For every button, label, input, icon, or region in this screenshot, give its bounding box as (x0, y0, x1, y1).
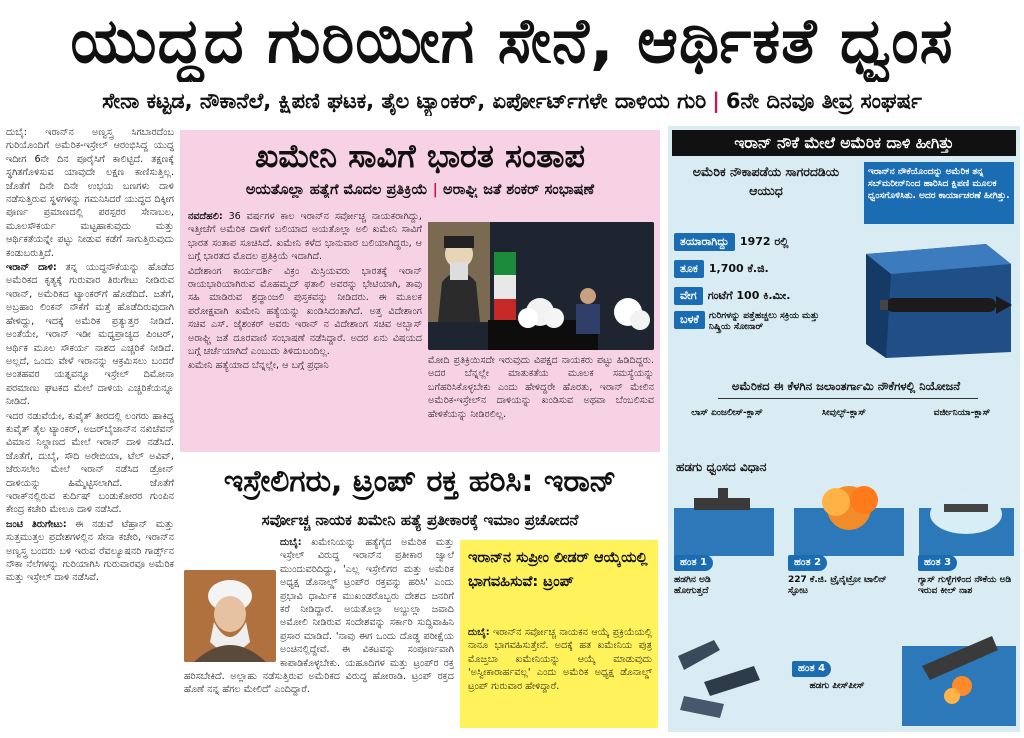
step-text: ಹಡಗು ಪೀಸ್‌ಪೀಸ್ (809, 681, 865, 691)
sub-class-3: ವರ್ಜೀನಿಯಾ-ಕ್ಲಾಸ್ (933, 408, 991, 418)
khamenei-sub-sep: | (432, 182, 438, 198)
spec-value: 1,700 ಕೆ.ಜಿ. (708, 262, 769, 275)
main-headline: ಯುದ್ಧದ ಗುರಿಯೀಗ ಸೇನೆ, ಆರ್ಥಿಕತೆ ಧ್ವಂಸ (70, 4, 954, 77)
khamenei-sub-left: ಅಯತೊಲ್ಲಾ ಹತ್ಯೆಗೆ ಮೊದಲ ಪ್ರತಿಕ್ರಿಯೆ (245, 182, 428, 198)
khamenei-body-3: ಖಮೇನಿ ಹತ್ಯೆಯಾದ ಬೆನ್ನಲ್ಲೇ, ಆ ಬಗ್ಗೆ ಪ್ರಧಾನಿ (188, 360, 329, 372)
method-title: ಹಡಗು ಧ್ವಂಸದ ವಿಧಾನ (676, 460, 767, 474)
explosion-illustration (674, 478, 1014, 556)
sub-class-1: ಲಾಸ್ ಏಂಜಲೀಸ್-ಕ್ಲಾಸ್ (691, 408, 763, 418)
trump-box-body (468, 626, 652, 724)
khamenei-body-2: ವಿದೇಶಾಂಗ ಕಾರ್ಯದರ್ಶಿ ವಿಕ್ರಂ ಮಿಸ್ರಿಯವರು ಭಾರತಕ್ಕೆ ಇರಾನ್ ರಾಯಭಾರಿಯಾಗಿರುವ ಮೊಹಮ್ಮದ್ ಫತಾಲಿ ಅವರನ್ನು ಭೇಟಿಯಾಗಿ, ತಾವು ಸಹಿ ಮಾಡಿರುವ ಶ್ರದ್ಧಾಂಜಲಿ ಪುಸ್ತಕವನ್ನು ನೀಡಿದರು. ಈ ಮೂಲಕ ಪರೋಕ್ಷವಾಗಿ ಖಮೇನಿ ಹತ್ಯೆಯನ್ನು ಖಂಡಿಸಿದಂತಾಗಿದೆ. ಅತ್ತ ವಿದೇಶಾಂಗ ಸಚಿವ ಎಸ್. ಜೈಶಂಕರ್ ಅವರು ಇರಾನ್ ನ ವಿದೇಶಾಂಗ ಸಚಿವ ಅಬ್ಬಾಸ್ ಅರಾಘ್ಚಿ ಜತೆ ದೂರವಾಣಿ ಸಂಭಾಷಣೆ ನಡೆಸಿದ್ದಾರೆ. ಅದರ ಏನು ವಿಷಯದ ಬಗ್ಗೆ ಚರ್ಚೆಯಾಗಿದೆ ಎಂಬುದು ತಿಳಿದುಬಂದಿಲ್ಲ. (188, 265, 422, 358)
attack-note: ಇರಾನ್‌ನ ನೌಕೆಯೊಂದನ್ನು ಅಮೆರಿಕ ತನ್ನ ಸಬ್‌ಮರೀನ್‌ನಿಂದ ಹಾರಿಸಿದ ಕ್ಷಿಪಣಿ ಮೂಲಕ ಧ್ವಂಸಗೊಳಿಸಿತು. ಅದರ ಕಾರ್ಯಾಚರಣೆ ಹೀಗಿತ್ತು. (864, 162, 1014, 224)
specs-list (674, 230, 864, 333)
israel-body: ಖಮೇನಿಯನ್ನು ಹತ್ಯೆಗೈದ ಅಮೆರಿಕ ಮತ್ತು ಇಸ್ರೇಲ್ ವಿರುದ್ಧ ಇರಾನ್‌ನ ಪ್ರತೀಕಾರ ಜ್ವಾಲೆ ಮುಂದುವರಿದಿದ್ದು, 'ಎಲ್ಲ ಇಸ್ರೇಲಿಗರ ಮತ್ತು ಅಮೆರಿಕ ಅಧ್ಯಕ್ಷ ಡೊನಾಲ್ಡ್ ಟ್ರಂಪ್‌ರ ರಕ್ತವನ್ನು ಹರಿಸಿ' ಎಂದು ಪ್ರಭಾವಿ ಧಾರ್ಮಿಕ ಮುಖಂಡರೊಬ್ಬರು ದೇಶದ ಜನರಿಗೆ ಕರೆ ನೀಡಿದ್ದಾರೆ. ಅಯತೊಲ್ಲಾ ಅಬ್ದುಲ್ಲಾ ಜವಾದಿ ಅಮೋಲಿ ನೀಡಿರುವ ಸಂದೇಶವನ್ನು ಸರ್ಕಾರಿ ಸುದ್ದಿವಾಹಿನಿ ಪ್ರಸಾರ ಮಾಡಿದೆ. 'ನಾವು ಈಗ ಒಂದು ದೊಡ್ಡ ಪರೀಕ್ಷೆಯ ಅಂಚಿನಲ್ಲಿದ್ದೇವೆ. ಈ ವಿಕಟವನ್ನು ಸಂಪೂರ್ಣವಾಗಿ ಕಾಪಾಡಿಕೊಳ್ಳಬೇಕು. ಯಹೂದಿಗಳ ಮತ್ತು ಟ್ರಂಪ್‌ರ ರಕ್ತ ಹರಿಸಬೇಕಿದೆ. ಅಲ್ಲಾಹು ನಡೆಸುತ್ತಿರುವ ಅಮೆರಿಕದ ವಿರುದ್ಧ ಹೋರಾಡಿ. ಟ್ರಂಪ್ ರಕ್ತದ ಹೊಣೆ ನನ್ನ ಹೆಗಲ ಮೇಲಿದೆ' ಎಂದಿದ್ದಾರೆ. (184, 537, 454, 696)
deploy-title: ಅಮೆರಿಕದ ಈ ಕೆಳಗಿನ ಜಲಾಂತರ್ಗಾಮಿ ನೌಕೆಗಳಲ್ಲಿ ನಿಯೋಜನೆ (731, 379, 961, 393)
subheadline-separator: | (712, 89, 720, 113)
israel-story-subtitle: ಸರ್ವೋಚ್ಚ ನಾಯಕ ಖಮೇನಿ ಹತ್ಯೆ ಪ್ರತೀಕಾರಕ್ಕೆ ಇಮಾಂ ಪ್ರಚೋದನೆ (261, 511, 579, 529)
step-badge: ಹಂತ 2 (788, 555, 827, 571)
step-text: 227 ಕೆ.ಜಿ. ಟ್ರೈನೈಟ್ರೋ ಟಾಲಿನ್ ಸ್ಫೋಟ (788, 575, 887, 596)
subheadline-left: ಸೇನಾ ಕಟ್ಟಡ, ನೌಕಾನೆಲೆ, ಕ್ಷಿಪಣಿ ಘಟಕ, ತೈಲ ಟ್ಯಾಂಕರ್, ಏರ್ಪೋರ್ಟ್‌ಗಳೇ ದಾಳಿಯ ಗುರಿ (102, 89, 707, 113)
spec-row (674, 257, 864, 278)
sinking-ship-icon (902, 616, 1016, 726)
step-badge: ಹಂತ 3 (918, 555, 957, 571)
khamenei-dateline: ನವದೆಹಲಿ: (188, 211, 223, 222)
sub-class-2: ಸೀವುಲ್ಫ್-ಕ್ಲಾಸ್ (822, 408, 866, 418)
spec-label: ತೂಕ (674, 260, 704, 278)
khamenei-story-box (180, 130, 660, 452)
left-para-2: ತನ್ನ ಯುದ್ಧನೌಕೆಯನ್ನು ಹೊಡೆದ ಅಮೆರಿಕದ ಕೃತ್ಯಕ್ಕೆ ಗುರುವಾರ ತಿರುಗೇಟು ನೀಡಿರುವ ಇರಾನ್, ಅಮೆರಿಕದ ಟ್ಯಾಂಕರ್‌ಗೆ ಹೊಡೆದಿದೆ. ಜತೆಗೆ, ಅಬ್ರಹಾಂ ಲಿಂಕನ್ ನೌಕೆಗೆ ಮತ್ತೆ ಹೊಡೆದಿರುವುದಾಗಿ ಹೇಳಿದ್ದು, ಇದಕ್ಕೆ ಅಮೆರಿಕ ಪ್ರತ್ಯುತ್ತರ ನೀಡಿದೆ. ಅಂತೆಯೇ, ಇರಾನ್ ಇಡೀ ಮಧ್ಯಪ್ರಾಚ್ಯದ ಪಿಂಟರ್, ಆರ್ಥಿಕ ಮೂಲ ಸೌಕರ್ಯ ನಾಶದ ಎಚ್ಚರಿಕೆ ನೀಡಿದೆ. ಅಲ್ಲದೆ, ಒಂದು ವೇಳೆ ಇರಾನನ್ನು ಆಕ್ರಮಿಸಲು ಬಂದರೆ ಅಂತಹವರ ಯತ್ನವನ್ನೂ ಇಸ್ರೇಲ್ ದಿಮೋನಾ ಪರಮಾಣು ಘಟಕದ ಮೇಲೆ ದಾಳಿಯ ಎಚ್ಚರಿಕೆಯನ್ನೂ ನೀಡಿದೆ. (6, 262, 174, 408)
khamenei-caption: ಮೋದಿ ಪ್ರತಿಕ್ರಿಯಿಸದೇ ಇರುವುದು ವಿಪಕ್ಷದ ನಾಯಕರು ಪಟ್ಟು ಹಿಡಿದಿದ್ದರು. ಅದರ ಬೆನ್ನಲ್ಲೇ ಮಾತುಕತೆಯ ಮೂಲಕ ಸಮಸ್ಯೆಯನ್ನು ಬಗೆಹರಿಸಿಕೊಳ್ಳಬೇಕು ಎಂದು ಹೇಳಿದ್ದರೇ ಹೊರತು, ಇರಾನ್ ಮೇಲಿನ ಅಮೆರಿಕ-ಇಸ್ರೇಲ್‌ನ ದಾಳಿಯನ್ನು ಖಂಡಿಸುವ ಅಥವಾ ಬೆಂಬಲಿಸುವ ಹೇಳಿಕೆಯನ್ನು ನೀಡಿರಲಿಲ್ಲ. (428, 355, 654, 420)
condolence-photo-illustration (428, 222, 654, 350)
trump-dateline: ದುಬೈ: (468, 627, 490, 638)
step-4 (792, 656, 882, 692)
khamenei-title: ಖಮೇನಿ ಸಾವಿಗೆ ಭಾರತ ಸಂತಾಪ (255, 137, 585, 175)
trump-body: ಇರಾನ್‌ನ ಸರ್ವೋಚ್ಚ ನಾಯಕನ ಆಯ್ಕೆ ಪ್ರಕ್ರಿಯೆಯಲ್ಲಿ ನಾನೂ ಭಾಗವಹಿಸುತ್ತೇನೆ. ಅದಕ್ಕೆ ಹತ ಖಮೇನಿಯ ಪುತ್ರ ಮೊಜ್ತಬಾ ಖಮೇನಿಯನ್ನು ಆಯ್ಕೆ ಮಾಡುವುದು 'ಅಸ್ವೀಕಾರಾರ್ಹವಲ್ಲ' ಎಂದು ಅಮೆರಿಕ ಅಧ್ಯಕ್ಷ ಡೊನಾಲ್ಡ್ ಟ್ರಂಪ್ ಗುರುವಾರ ಹೇಳಿದ್ದಾರೆ. (468, 627, 652, 692)
step-3 (918, 550, 1018, 597)
trump-box (460, 540, 658, 728)
left-para-3: ಇದರ ನಡುವೆಯೇ, ಕುವೈತ್ ತೀರದಲ್ಲಿ ಲಂಗರು ಹಾಕಿದ್ದ ಕುವೈತ್ ತೈಲ ಟ್ಯಾಂಕರ್, ಅಜರ್‌ಬೈಜಾನ್‌ನ ನಖಿಚೆವನ್ ವಿಮಾನ ನಿಲ್ದಾಣದ ಮೇಲೆ ಇರಾನ್ ದಾಳಿ ನಡೆಸಿದೆ. ಜೊತೆಗೆ, ದುಬೈ, ಸೌದಿ ಅರೇಬಿಯಾ, ಟೆಲ್ ಅವಿವ್, ಜೆರುಸಲೇಂ ಮೇಲೆ ಇರಾನ್ ನಡೆಸಿದ ಡ್ರೋನ್ ದಾಳಿಯನ್ನು ಹಿಮ್ಮೆಟ್ಟಿಸಲಾಗಿದೆ. ಜೊತೆಗೆ ಇರಾಕ್‌ನಲ್ಲಿರುವ ಕುರ್ದಿಷ್ ಬಂಡುಕೋರರ ಗುಂಪಿನ ಕೇಂದ್ರ ಕಚೇರಿ ಮೇಲೂ ದಾಳಿ ನಡೆಸಿದೆ. (6, 410, 174, 516)
step-text: ಗ್ಯಾಸ್ ಗುಳ್ಳೆಗಳಿಂದ ನೌಕೆಯ ಅಡಿ ಇರುವ ಕೀಲ್ ನಾಶ (918, 575, 1012, 596)
step-1 (674, 550, 754, 597)
left-para-1: ದುಬೈ: ಇರಾನ್‌ನ ಅಣ್ವಸ್ತ್ರ ಸಿಗಬಾರದೆಂಬ ಗುರಿಯೊಂದಿಗೆ ಅಮೆರಿಕ-ಇಸ್ರೇಲ್ ಆರಂಭಿಸಿದ್ದ ಯುದ್ಧ ಇದೀಗ 6ನೇ ದಿನ ಪೂರೈಸಿಗೆ ಕಾಲಿಟ್ಟಿದೆ. ತಕ್ಷಣಕ್ಕೆ ಸ್ಥಗಿತಗೊಳಿಸುವ ಯಾವುದೇ ಲಕ್ಷಣ ಕಾಣಿಸುತ್ತಿಲ್ಲ. ಜೊತೆಗೆ ದಿನೇ ದಿನೇ ಉಭಯ ಬಣಗಳು ದಾಳಿ ನಡೆಸುತ್ತಿರುವ ಸ್ಥಳಗಳನ್ನು ಗಮನಿಸಿದರೆ ಯುದ್ಧದ ದಿಕ್ಕೀಗ ಪೂರ್ಣ ಪ್ರಮಾಣದಲ್ಲಿ ಪರಸ್ಪರರ ಸೇನಾಬಲ, ಮೂಲಸೌಕರ್ಯ ಮಟ್ಟಹಾಕುವುದು ಮತ್ತು ಆರ್ಥಿಕತೆಯನ್ನೇ ಪಟ್ಟು ನೀಡುವ ಕಡೆಗೆ ಸಾಗುತ್ತಿರುವುದು ಕಂಡುಬರುತ್ತಿದೆ. (6, 127, 174, 259)
wreck-icon (674, 626, 774, 726)
step-badge: ಹಂತ 4 (792, 661, 831, 677)
subheadline-right: 6ನೇ ದಿನವೂ ತೀವ್ರ ಸಂಘರ್ಷ (725, 89, 922, 113)
spec-value: 1972 ರಲ್ಲಿ (739, 235, 789, 248)
left-column-story (6, 126, 174, 732)
spec-row (674, 284, 864, 305)
spec-value: ಗಂಟೆಗೆ 100 ಕಿ.ಮೀ. (707, 289, 791, 302)
weapon-title: ಅಮೆರಿಕ ನೌಕಾಪಡೆಯ ಸಾಗರದಡಿಯ ಆಯುಧ (692, 164, 840, 198)
left-para-4-lead: ಜಂಟಿ ತಿರುಗೇಟು: (6, 518, 67, 530)
step-badge: ಹಂತ 1 (674, 555, 713, 571)
step-2 (788, 550, 908, 597)
infographic (668, 126, 1020, 732)
condolence-photo (428, 222, 654, 350)
israel-dateline: ದುಬೈ: (280, 537, 302, 548)
step-text: ಹಡಗಿನ ಅಡಿ ಹೋಗುತ್ತದೆ (674, 575, 711, 596)
khamenei-sub-right: ಅರಾಘ್ಚಿ ಜತೆ ಶಂಕರ್ ಸಂಭಾಷಣೆ (443, 182, 595, 198)
trump-box-title: ಇರಾನ್‌ನ ಸುಪ್ರೀಂ ಲೀಡರ್ ಆಯ್ಕೆಯಲ್ಲಿ ಭಾಗವಹಿಸುವೆ: ಟ್ರಂಪ್ (468, 550, 648, 590)
torpedo-illustration (856, 234, 1016, 362)
spec-label: ಬಳಕೆ (674, 311, 705, 329)
sinking-ship-illustration (902, 616, 1016, 726)
torpedo-icon (856, 234, 1016, 362)
sub-headline (0, 86, 1024, 116)
spec-value: ಗುರಿಗಳನ್ನು ಪತ್ತೆಹಚ್ಚಲು ಸಕ್ರಿಯ ಮತ್ತು ನಿಷ್ಕ್ರಿಯ ಸೋನಾರ್ (708, 311, 820, 332)
israel-story-title: ಇಸ್ರೇಲಿಗರು, ಟ್ರಂಪ್ ರಕ್ತ ಹರಿಸಿ: ಇರಾನ್ (223, 464, 617, 499)
infographic-title: ಇರಾನ್ ನೌಕೆ ಮೇಲೆ ಅಮೆರಿಕ ದಾಳಿ ಹೀಗಿತ್ತು (672, 130, 1016, 156)
spec-row (674, 311, 864, 333)
khamenei-body (188, 210, 422, 446)
spec-label: ವೇಗ (674, 287, 703, 305)
israel-story-body (184, 536, 454, 732)
spec-label: ತಯಾರಾಗಿದ್ದು (674, 233, 735, 251)
left-para-4: ಈ ನಡುವೆ ಟೆಹ್ರಾನ್ ಮತ್ತು ಸುತ್ತಮುತ್ತಲ ಪ್ರದೇಶಗಳಲ್ಲಿನ ಸೇನಾ ಕಚೇರಿ, ಇರಾನ್‌ನ ಅಣ್ವಸ್ತ್ರ ಬಂದರು ಬಳಿ ಇರುವ ರೆವಲ್ಯೂಷನರಿ ಗಾರ್ಡ್ಸ್‌ನ ನೌಕಾ ನೆಲೆಗಳನ್ನು ಗುರಿಯಾಗಿಸಿ ಗುರುವಾರವೂ ಅಮೆರಿಕ ಮತ್ತು ಇಸ್ರೇಲ್ ದಾಳಿ ನಡೆಸಿವೆ. (6, 518, 174, 584)
wreck-illustration (674, 626, 774, 726)
left-para-2-lead: ಇರಾನ್ ದಾಳಿ: (6, 262, 57, 274)
khamenei-subtitle (180, 182, 660, 198)
step-images (674, 478, 1014, 556)
deploy-line (718, 398, 978, 399)
khamenei-body-1: 36 ವರ್ಷಗಳ ಕಾಲ ಇರಾನ್‌ನ ಸರ್ವೋಚ್ಚ ನಾಯಕರಾಗಿದ್ದು, ಇತ್ತೀಚೆಗೆ ಅಮೆರಿಕ ದಾಳಿಗೆ ಬಲಿಯಾದ ಅಯತೊಲ್ಲಾ ಅಲಿ ಖಮೇನಿ ಸಾವಿಗೆ ಭಾರತ ಸಂತಾಪ ಸೂಚಿಸಿದೆ. ಖಮೇನಿ ಕಳೆದ ಭಾನುವಾರ ಬಲಿಯಾಗಿದ್ದರು, ಆ ಬಗ್ಗೆ ಭಾರತದ ಮೊದಲ ಪ್ರತಿಕ್ರಿಯೆ ಇದಾಗಿದೆ. (188, 211, 422, 263)
spec-row (674, 230, 864, 251)
